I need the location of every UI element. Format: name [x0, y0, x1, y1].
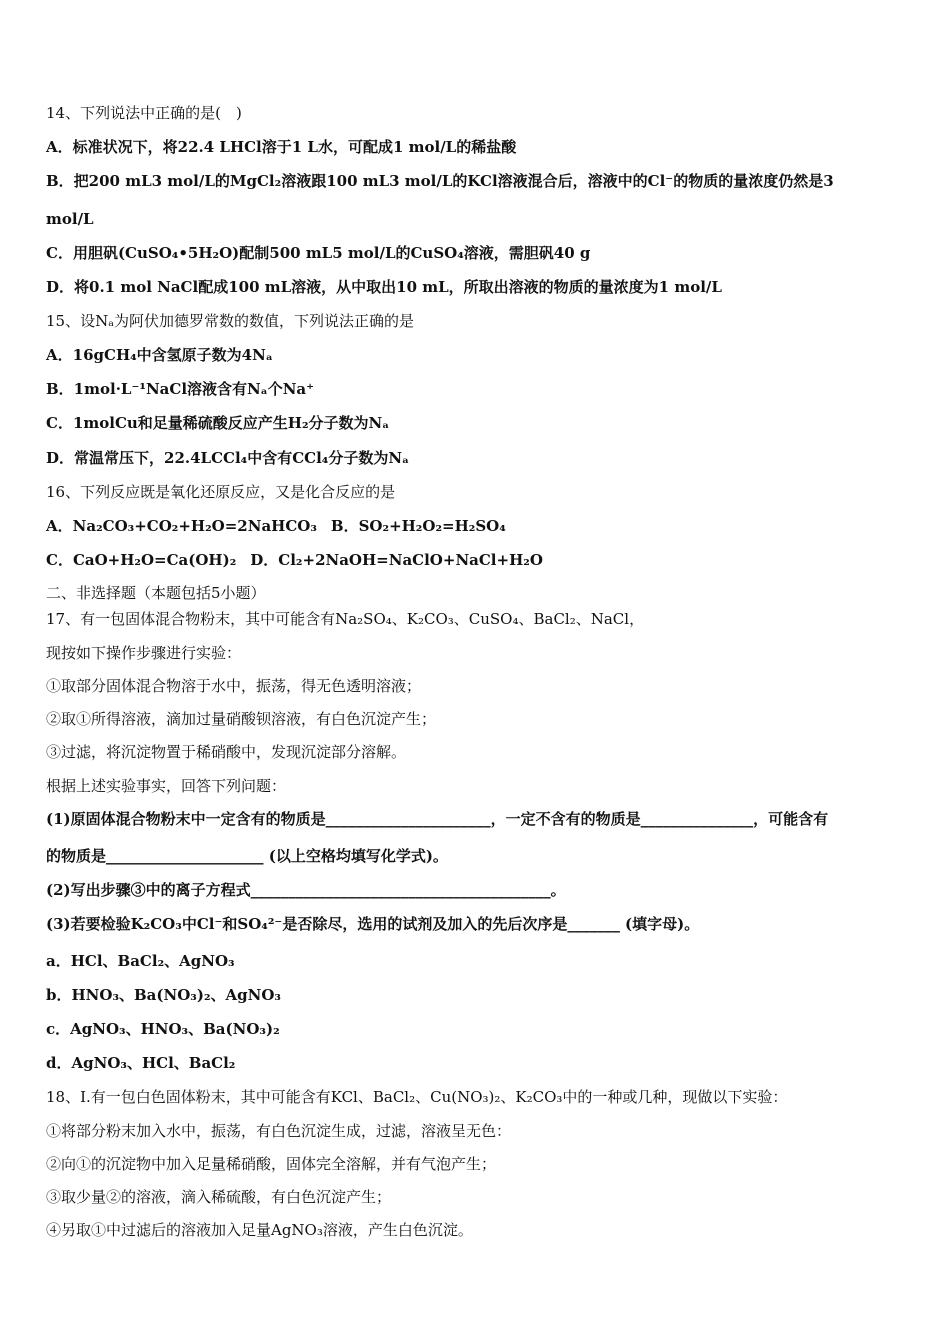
q17-option-d: d．AgNO₃、HCl、BaCl₂ [46, 1054, 236, 1072]
q14-option-b-line1: B．把200 mL3 mol/L的MgCl₂溶液跟100 mL3 mol/L的KCl溶液混合后，溶液中的Cl⁻的物质的量浓度仍然是3 [46, 172, 834, 190]
q14-option-d: D．将0.1 mol NaCl配成100 mL溶液，从中取出10 mL，所取出溶液的物质的量浓度为1 mol/L [46, 278, 722, 296]
q14-option-a: A．标准状况下，将22.4 LHCl溶于1 L水，可配成1 mol/L的稀盐酸 [46, 138, 517, 156]
q16-options-ab [46, 516, 910, 536]
q17-part2: (2)写出步骤③中的离子方程式________________________________________。 [46, 881, 566, 899]
q17-option-a: a．HCl、BaCl₂、AgNO₃ [46, 952, 235, 970]
q17-ask: 根据上述实验事实，回答下列问题： [46, 777, 287, 795]
q17-step-1: ①取部分固体混合物溶于水中，振荡，得无色透明溶液； [46, 677, 422, 695]
q16-option-d: D．Cl₂+2NaOH=NaClO+NaCl+H₂O [250, 551, 543, 569]
q15-stem: 15、设Nₐ为阿伏加德罗常数的数值，下列说法正确的是 [46, 312, 415, 330]
q17-step-3: ③过滤，将沉淀物置于稀硝酸中，发现沉淀部分溶解。 [46, 743, 407, 761]
q17-intro: 现按如下操作步骤进行实验： [46, 644, 242, 662]
q15-option-d: D．常温常压下，22.4LCCl₄中含有CCl₄分子数为Nₐ [46, 449, 410, 467]
q17-part3: (3)若要检验K₂CO₃中Cl⁻和SO₄²⁻是否除尽，选用的试剂及加入的先后次序是_______ (填字母)。 [46, 915, 700, 933]
q17-option-c: c．AgNO₃、HNO₃、Ba(NO₃)₂ [46, 1020, 280, 1038]
section-title: 二、非选择题（本题包括5小题） [46, 584, 266, 602]
q14-stem: 14、下列说法中正确的是( ) [46, 104, 242, 122]
q14-option-c: C．用胆矾(CuSO₄•5H₂O)配制500 mL5 mol/L的CuSO₄溶液，需胆矾40 g [46, 244, 591, 262]
q18-step-1: ①将部分粉末加入水中，振荡，有白色沉淀生成，过滤，溶液呈无色： [46, 1122, 512, 1140]
q17-part1-line1: (1)原固体混合物粉末中一定含有的物质是______________________，一定不含有的物质是_______________，可能含有 [46, 810, 829, 828]
q17-option-b: b．HNO₃、Ba(NO₃)₂、AgNO₃ [46, 986, 281, 1004]
q16-option-c: C．CaO+H₂O=Ca(OH)₂ [46, 551, 237, 569]
q16-stem: 16、下列反应既是氧化还原反应，又是化合反应的是 [46, 483, 396, 501]
q18-stem: 18、Ⅰ.有一包白色固体粉末，其中可能含有KCl、BaCl₂、Cu(NO₃)₂、K₂CO₃中的一种或几种，现做以下实验： [46, 1088, 788, 1106]
q18-step-3: ③取少量②的溶液，滴入稀硫酸，有白色沉淀产生； [46, 1188, 392, 1206]
q16-options-cd [46, 550, 910, 570]
q15-option-b: B．1mol·L⁻¹NaCl溶液含有Nₐ个Na⁺ [46, 380, 315, 398]
q17-part1-line2: 的物质是_____________________ (以上空格均填写化学式)。 [46, 847, 448, 865]
q18-step-4: ④另取①中过滤后的溶液加入足量AgNO₃溶液，产生白色沉淀。 [46, 1221, 473, 1239]
q17-step-2: ②取①所得溶液，滴加过量硝酸钡溶液，有白色沉淀产生； [46, 710, 437, 728]
q16-option-b: B．SO₂+H₂O₂=H₂SO₄ [330, 517, 506, 535]
q15-option-a: A．16gCH₄中含氢原子数为4Nₐ [46, 346, 273, 364]
q17-stem: 17、有一包固体混合物粉末，其中可能含有Na₂SO₄、K₂CO₃、CuSO₄、BaCl₂、NaCl， [46, 610, 645, 628]
q15-option-c: C．1molCu和足量稀硫酸反应产生H₂分子数为Nₐ [46, 414, 390, 432]
q18-step-2: ②向①的沉淀物中加入足量稀硝酸，固体完全溶解，并有气泡产生； [46, 1155, 497, 1173]
q16-option-a: A．Na₂CO₃+CO₂+H₂O=2NaHCO₃ [46, 517, 317, 535]
q14-option-b-line2: mol/L [46, 210, 94, 228]
